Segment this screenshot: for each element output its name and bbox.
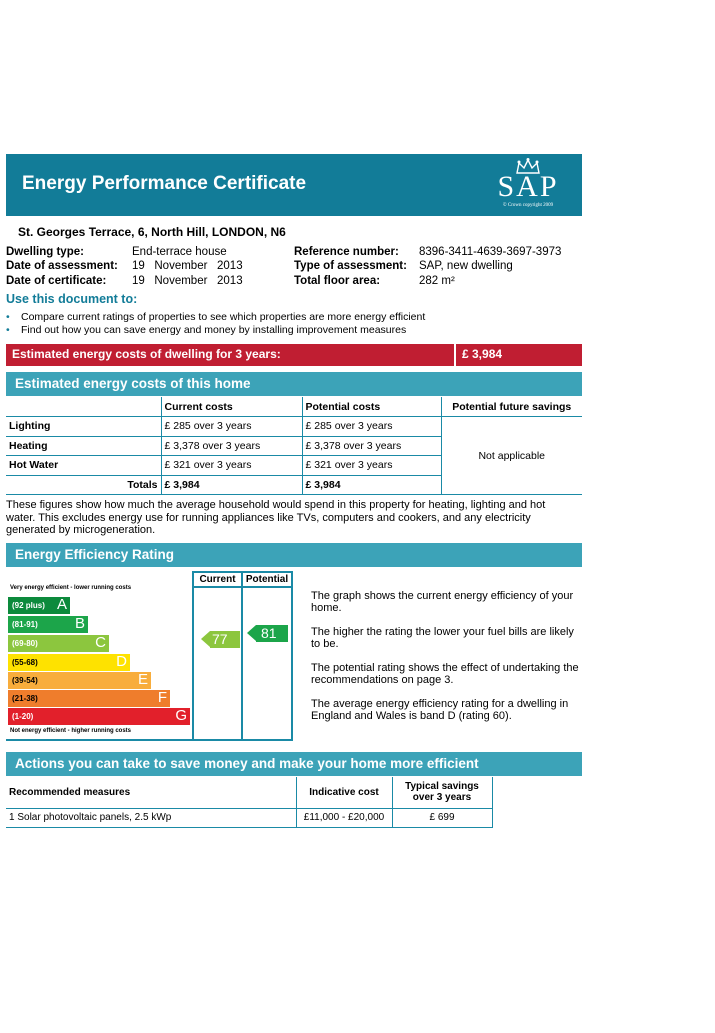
rating-description: The graph shows the current energy efficiency of your home.	[311, 590, 574, 614]
table-header-cell: Typical savings over 3 years	[392, 777, 492, 808]
certificate-header	[6, 154, 582, 216]
table-header-cell: Current costs	[161, 397, 302, 417]
column-divider	[194, 586, 241, 588]
measure-saving: £ 699	[392, 808, 492, 827]
band-f: (21-38) F	[8, 690, 170, 707]
table-header-cell	[6, 397, 161, 417]
potential-column-header: Potential	[245, 574, 289, 585]
sap-logo	[488, 158, 568, 212]
band-c: (69-80) C	[8, 635, 109, 652]
current-column-header: Current	[199, 574, 236, 585]
assessment-type-label: Type of assessment:	[294, 260, 407, 272]
current-rating-arrow: 77	[210, 631, 240, 648]
assessment-type-value: SAP, new dwelling	[419, 260, 513, 272]
costs-note: These figures show how much the average household would spend in this property for heating, lighting and hot water. This excludes energy use for running appliances like TVs, computers and cookers, and any electricity generated by microgeneration.	[6, 499, 546, 536]
band-b: (81-91) B	[8, 616, 88, 633]
row-name: Lighting	[6, 417, 161, 437]
measure-name: 1 Solar photovoltaic panels, 2.5 kWp	[6, 808, 296, 827]
table-header-row	[6, 777, 492, 808]
row-current: £ 285 over 3 years	[161, 417, 302, 437]
table-header-cell: Potential costs	[302, 397, 441, 417]
table-row	[6, 417, 582, 437]
table-header-cell: Potential future savings	[441, 397, 582, 417]
rating-description: The higher the rating the lower your fuel bills are likely to be.	[311, 626, 574, 650]
table-header-row	[6, 397, 582, 417]
actions-section-title: Actions you can take to save money and make your home more efficient	[6, 752, 582, 776]
estimated-3yr-label: Estimated energy costs of dwelling for 3 years:	[6, 344, 454, 366]
costs-section-title: Estimated energy costs of this home	[6, 372, 582, 396]
certificate-title: Energy Performance Certificate	[22, 173, 307, 194]
rating-section-title: Energy Efficiency Rating	[6, 543, 582, 567]
row-potential: £ 321 over 3 years	[302, 456, 441, 476]
total-current: £ 3,984	[161, 475, 302, 495]
use-bullet: • Find out how you can save energy and money by installing improvement measures	[6, 324, 407, 336]
row-current: £ 3,378 over 3 years	[161, 436, 302, 456]
row-name: Hot Water	[6, 456, 161, 476]
estimated-3yr-value: £ 3,984	[456, 344, 582, 366]
use-document-title: Use this document to:	[6, 292, 138, 306]
date-assessment-label: Date of assessment:	[6, 260, 118, 272]
efficient-note: Very energy efficient - lower running costs	[10, 585, 132, 591]
sap-logo-text: SAP	[497, 170, 559, 203]
rating-description: The potential rating shows the effect of undertaking the recommendations on page 3.	[311, 662, 579, 686]
property-address: St. Georges Terrace, 6, North Hill, LONDON, N6	[18, 225, 286, 239]
dwelling-type-label: Dwelling type:	[6, 246, 84, 258]
date-assessment-value: 19 November 2013	[132, 260, 243, 272]
column-divider	[243, 586, 291, 588]
inefficient-note: Not energy efficient - higher running costs	[10, 728, 132, 734]
potential-savings-value: Not applicable	[441, 417, 582, 495]
band-d: (55-68) D	[8, 654, 130, 671]
date-certificate-label: Date of certificate:	[6, 275, 107, 287]
table-header-cell: Recommended measures	[6, 777, 296, 808]
row-current: £ 321 over 3 years	[161, 456, 302, 476]
row-potential: £ 285 over 3 years	[302, 417, 441, 437]
row-name: Heating	[6, 436, 161, 456]
floor-area-label: Total floor area:	[294, 275, 381, 287]
rating-scale	[6, 571, 192, 741]
costs-table	[6, 397, 582, 495]
band-a: (92 plus) A	[8, 597, 70, 614]
reference-value: 8396-3411-4639-3697-3973	[419, 246, 562, 258]
floor-area-value: 282 m²	[419, 275, 455, 287]
measure-cost: £11,000 - £20,000	[296, 808, 392, 827]
current-rating-column	[192, 571, 243, 741]
band-g: (1-20) G	[8, 708, 190, 725]
totals-label: Totals	[6, 475, 161, 495]
row-potential: £ 3,378 over 3 years	[302, 436, 441, 456]
table-header-cell: Indicative cost	[296, 777, 392, 808]
potential-rating-arrow: 81	[256, 625, 288, 642]
rating-description: The average energy efficiency rating for a dwelling in England and Wales is band D (rating 60).	[311, 698, 569, 722]
sap-copyright: © Crown copyright 2009	[502, 203, 554, 208]
dwelling-type-value: End-terrace house	[132, 246, 227, 258]
band-e: (39-54) E	[8, 672, 151, 689]
potential-rating-column	[243, 571, 293, 741]
reference-label: Reference number:	[294, 246, 399, 258]
date-certificate-value: 19 November 2013	[132, 275, 243, 287]
actions-table	[6, 777, 493, 828]
use-bullet: • Compare current ratings of properties to see which properties are more energy efficient	[6, 311, 426, 323]
table-row	[6, 808, 492, 827]
total-potential: £ 3,984	[302, 475, 441, 495]
